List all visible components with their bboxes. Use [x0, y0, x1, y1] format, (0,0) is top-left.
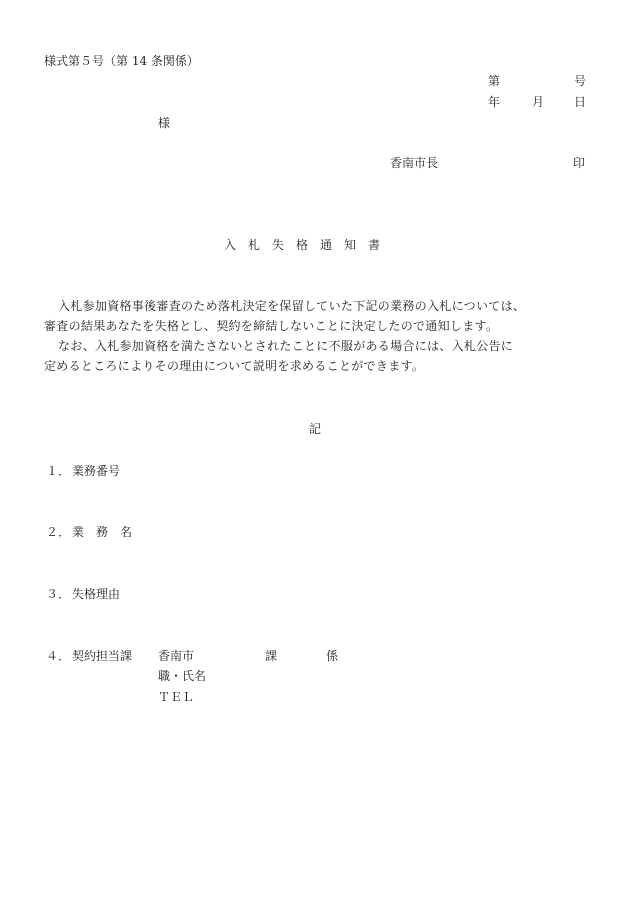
- body-text: [44, 296, 604, 376]
- item2-label: 業 務 名: [72, 525, 133, 539]
- date-year: 年: [488, 95, 501, 109]
- item3-number: ３．: [46, 587, 71, 601]
- item1-number: １．: [46, 464, 71, 478]
- addressee-suffix: 様: [158, 116, 171, 130]
- number-prefix: 第: [488, 74, 501, 88]
- number-suffix: 号: [574, 74, 587, 88]
- item4-label: 契約担当課: [72, 649, 133, 663]
- item1-label: 業務番号: [72, 464, 121, 478]
- position-name-label: 職・氏名: [158, 669, 207, 683]
- item3-label: 失格理由: [72, 587, 121, 601]
- seal-mark: 印: [573, 156, 586, 170]
- body-line: 定めるところによりその理由について説明を求めることができます。: [44, 359, 425, 373]
- contract-subsection: 係: [326, 649, 339, 663]
- contract-section: 課: [265, 649, 278, 663]
- body-line: 入札参加資格事後審査のため落札決定を保留していた下記の業務の入札については、: [58, 299, 526, 313]
- item4-number: ４．: [46, 649, 71, 663]
- body-line: 審査の結果あなたを失格とし、契約を締結しないことに決定したので通知します。: [44, 319, 499, 333]
- form-label: 様式第５号（第 14 条関係）: [44, 54, 199, 68]
- contract-city: 香南市: [158, 649, 195, 663]
- date-month: 月: [532, 95, 545, 109]
- document-title: 入 札 失 格 通 知 書: [224, 238, 381, 252]
- sender-name: 香南市長: [390, 156, 439, 170]
- tel-label: ＴＥＬ: [158, 690, 195, 704]
- ki-heading: 記: [309, 422, 322, 436]
- body-line: なお、入札参加資格を満たさないとされたことに不服がある場合には、入札公告に: [58, 339, 514, 353]
- date-day: 日: [574, 95, 587, 109]
- item2-number: ２．: [46, 525, 71, 539]
